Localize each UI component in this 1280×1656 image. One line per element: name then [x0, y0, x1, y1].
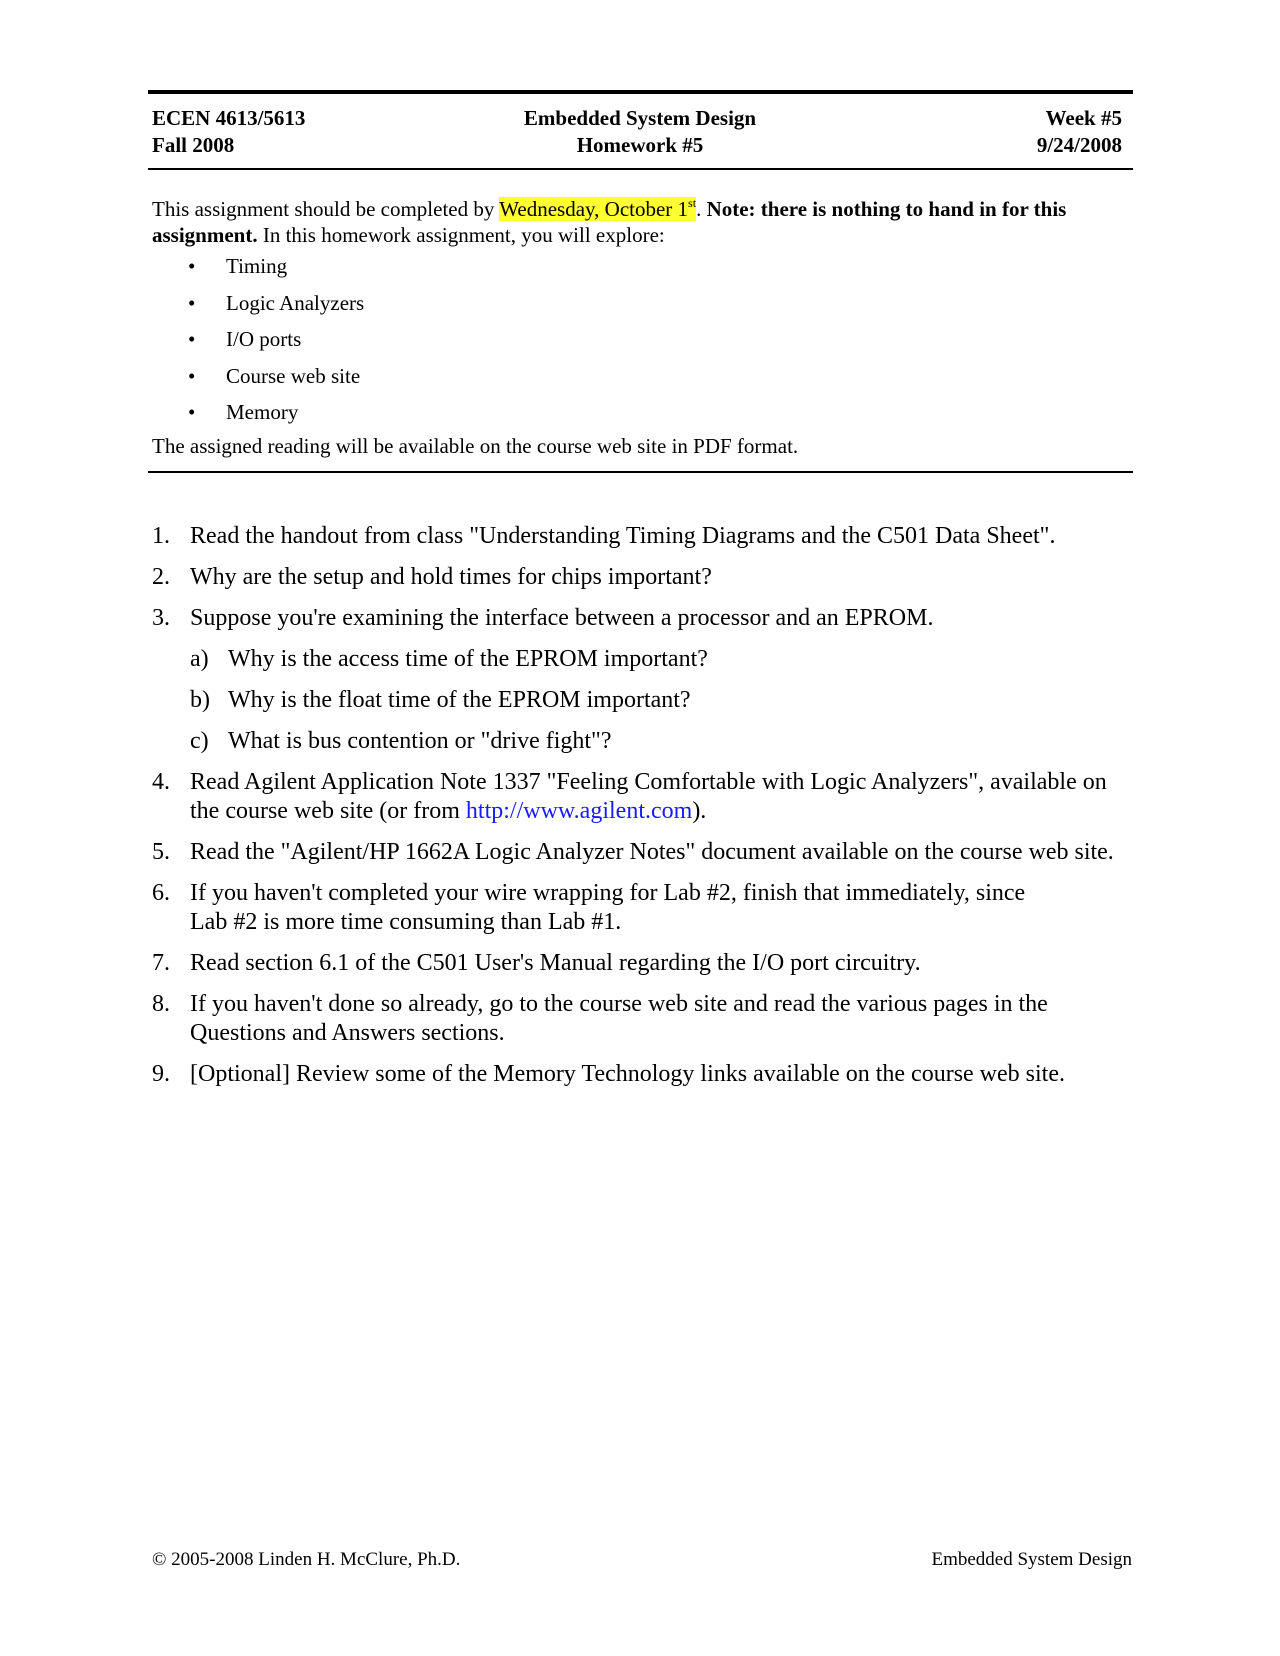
header-left	[152, 105, 305, 159]
homework-title: Homework #5	[576, 133, 704, 157]
bullet-icon: •	[188, 254, 196, 278]
week-label: Week #5	[1045, 106, 1122, 130]
header-top-rule	[148, 90, 1133, 94]
due-date-highlight	[499, 197, 696, 221]
topic-item: • I/O ports	[188, 327, 302, 351]
reading-note: The assigned reading will be available on the course web site in PDF format.	[152, 434, 799, 458]
topic-item: • Course web site	[188, 363, 361, 388]
bullet-icon: •	[188, 327, 196, 351]
question-item: 7. Read section 6.1 of the C501 User's Manual regarding the I/O port circuitry.	[152, 950, 921, 976]
bullet-icon: •	[188, 363, 196, 388]
footer-copyright: © 2005-2008 Linden H. McClure, Ph.D.	[152, 1549, 461, 1570]
course-number: ECEN 4613/5613	[152, 106, 306, 130]
term: Fall 2008	[152, 133, 235, 157]
subquestion-item: b) Why is the float time of the EPROM important?	[190, 687, 691, 713]
header-right	[1037, 105, 1122, 159]
subquestion-item: a) Why is the access time of the EPROM important?	[190, 646, 708, 672]
header-date: 9/24/2008	[1036, 133, 1122, 157]
section-divider	[148, 471, 1133, 473]
due-date-suffix: st	[688, 196, 697, 210]
question-item: 4. Read Agilent Application Note 1337 "Feeling Comfortable with Logic Analyzers", available on the course web site (or from http://www.agilent.com).	[152, 769, 1107, 824]
question-item: 8. If you haven't done so already, go to the course web site and read the various pages in the Questions and Answers sections.	[152, 991, 1048, 1046]
bullet-icon: •	[188, 290, 196, 315]
topic-item: • Timing	[188, 254, 288, 278]
topic-item: • Logic Analyzers	[188, 290, 365, 315]
question-list	[152, 522, 1137, 1101]
header-center	[524, 105, 756, 159]
question-item: 2. Why are the setup and hold times for chips important?	[152, 564, 712, 590]
subquestion-item: c) What is bus contention or "drive fight"?	[190, 728, 612, 754]
course-title: Embedded System Design	[523, 106, 757, 130]
question-item: 3. Suppose you're examining the interface between a processor and an EPROM.	[152, 605, 934, 631]
question-item: 1. Read the handout from class "Understanding Timing Diagrams and the C501 Data Sheet".	[152, 523, 1056, 549]
question-item: 5. Read the "Agilent/HP 1662A Logic Analyzer Notes" document available on the course web site.	[152, 839, 1114, 865]
topic-item: • Memory	[188, 400, 299, 424]
footer-course-name: Embedded System Design	[931, 1549, 1132, 1570]
due-date: Wednesday, October 1	[499, 197, 689, 221]
header-bottom-rule	[148, 168, 1133, 170]
agilent-link[interactable]: http://www.agilent.com	[465, 798, 693, 824]
question-item: 6. If you haven't completed your wire wrapping for Lab #2, finish that immediately, since Lab #2 is more time consuming than Lab #1.	[152, 880, 1026, 935]
question-item: 9. [Optional] Review some of the Memory Technology links available on the course web site.	[152, 1061, 1065, 1087]
topic-list	[152, 253, 364, 436]
bullet-icon: •	[188, 400, 196, 424]
intro-lead: This assignment should be completed by	[152, 197, 500, 221]
intro-note: Note: there is nothing to hand in for this assignment.	[152, 197, 1067, 247]
intro-period: .	[696, 197, 707, 221]
intro-explore: In this homework assignment, you will explore:	[257, 223, 665, 247]
intro-paragraph	[152, 196, 1132, 248]
